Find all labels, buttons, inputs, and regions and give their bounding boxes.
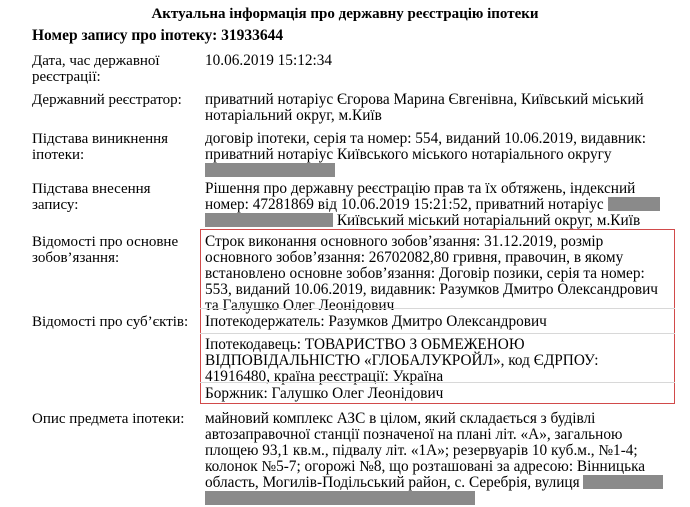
subjects-debtor: Боржник: Галушко Олег Леонідович — [205, 385, 444, 402]
subject-desc-value: майновий комплекс АЗС в цілом, який складається з будівлі автозаправочної станції позначеної на плані літ. «А», загальною площею 93,1 кв.м., підвалу літ. «1А»; резервуарів 10 куб.м., №1-4; колонок №5-7; огорожі №8, що розташовані за адресою: Вінницька область, Могилів-Подільський район, с. Серебрія, вулиця — [205, 411, 675, 507]
date-value: 10.06.2019 15:12:34 — [205, 52, 333, 69]
redaction — [205, 213, 333, 227]
subject-desc-label: Опис предмета іпотеки: — [32, 411, 185, 427]
separator — [200, 382, 675, 383]
basis-entry-label: Підстава внесення запису: — [32, 181, 151, 213]
obligation-value: Строк виконання основного зобов’язання: 31.12.2019, розмір основного зобов’язання: 26702082,80 гривня, правочин, в якому встановлено основне зобов’язання: Договір позики, серія та номер: 553, виданий 10.06.2019, видавник: Разумков Дмитро Олександрович та Галушко Олег Леонідович — [205, 233, 658, 314]
basis-origin-label: Підстава виникнення іпотеки: — [32, 131, 169, 163]
subjects-label: Відомості про суб’єктів: — [32, 314, 189, 330]
redaction — [205, 491, 475, 505]
registrar-value: приватний нотаріус Єгорова Марина Євгенівна, Київський міський нотаріальний округ, м.Київ — [205, 91, 644, 124]
redaction — [583, 475, 663, 489]
date-label: Дата, час державної реєстрації: — [32, 53, 160, 85]
redaction — [205, 163, 335, 177]
registrar-label: Державний реєстратор: — [32, 92, 182, 108]
redaction — [608, 197, 660, 211]
basis-entry-value: Рішення про державну реєстрацію прав та їх обтяжень, індексний номер: 47281869 від 10.06.2019 15:21:52, приватний нотаріус Київський міський нотаріальний округ, м.Київ — [205, 181, 675, 229]
obligation-label: Відомості про основне зобов’язання: — [32, 234, 179, 266]
basis-origin-value: договір іпотеки, серія та номер: 554, виданий 10.06.2019, видавник: приватний нотаріус Київського міського нотаріального округу — [205, 131, 675, 179]
page-title: Актуальна інформація про державну реєстрацію іпотеки — [151, 6, 539, 22]
record-number: Номер запису про іпотеку: 31933644 — [32, 27, 284, 44]
subjects-holder: Іпотекодержатель: Разумков Дмитро Олександрович — [205, 313, 547, 330]
subjects-giver: Іпотекодавець: ТОВАРИСТВО З ОБМЕЖЕНОЮ ВІДПОВІДАЛЬНІСТЮ «ГЛОБАЛУКРОЙЛ», код ЄДРПОУ: 41916480, країна реєстрації: Україна — [205, 336, 599, 385]
separator — [200, 333, 675, 334]
separator — [200, 308, 675, 309]
